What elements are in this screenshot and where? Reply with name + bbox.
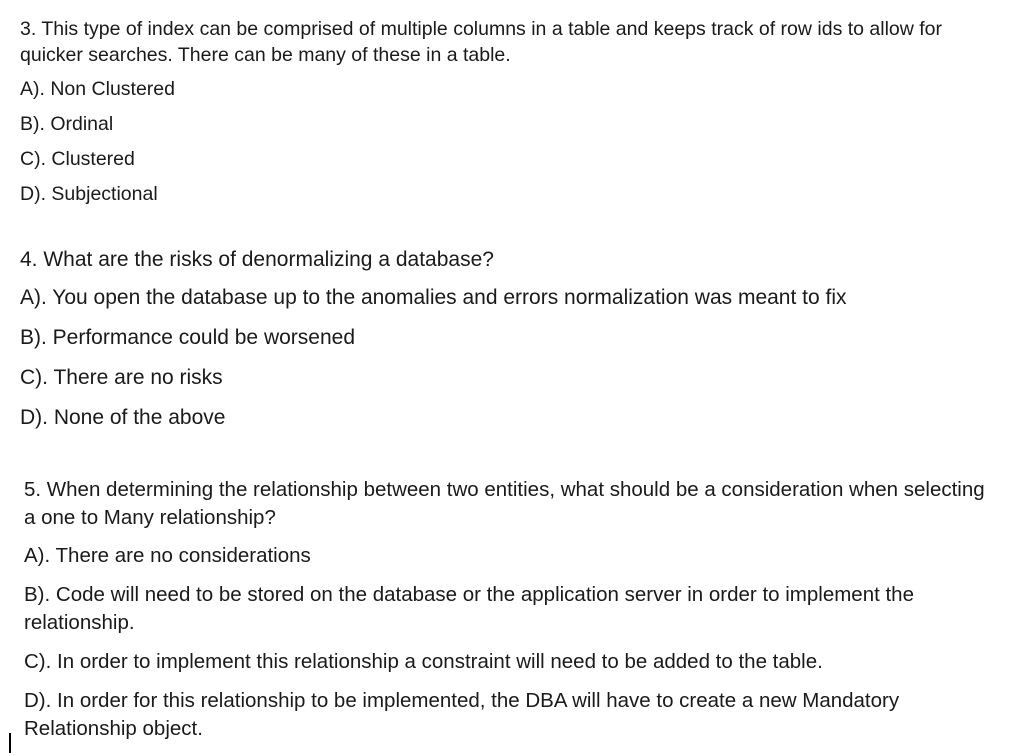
question-3-options <box>20 76 1000 216</box>
question-5-options <box>24 542 1000 743</box>
question-4-options <box>20 284 1010 444</box>
question-3 <box>20 16 1000 216</box>
question-4-option-b: B). Performance could be worsened <box>20 326 356 349</box>
question-5 <box>24 476 1000 754</box>
question-4-option-a: A). You open the database up to the anomalies and errors normalization was meant to fix <box>20 286 847 309</box>
question-3-option-a: A). Non Clustered <box>20 78 175 100</box>
question-3-text: 3. This type of index can be comprised of multiple columns in a table and keeps track of row ids to allow for quicker searches. There can be many of these in a table. <box>20 18 943 66</box>
question-4 <box>20 246 1010 444</box>
text-cursor[interactable] <box>9 733 11 753</box>
question-4-option-d: D). None of the above <box>20 406 226 429</box>
question-5-text: 5. When determining the relationship between two entities, what should be a consideration when selecting a one to Many relationship? <box>24 478 985 529</box>
question-3-option-b: B). Ordinal <box>20 113 114 135</box>
question-4-text: 4. What are the risks of denormalizing a database? <box>20 248 494 271</box>
question-3-option-d: D). Subjectional <box>20 183 158 205</box>
question-5-option-c: C). In order to implement this relationship a constraint will need to be added to the table. <box>24 650 823 673</box>
question-3-option-c: C). Clustered <box>20 148 135 170</box>
question-4-option-c: C). There are no risks <box>20 366 223 389</box>
question-5-option-d: D). In order for this relationship to be implemented, the DBA will have to create a new Mandatory Relationship object. <box>24 689 900 740</box>
question-5-option-b: B). Code will need to be stored on the database or the application server in order to implement the relationship. <box>24 583 914 634</box>
question-5-option-a: A). There are no considerations <box>24 544 311 567</box>
